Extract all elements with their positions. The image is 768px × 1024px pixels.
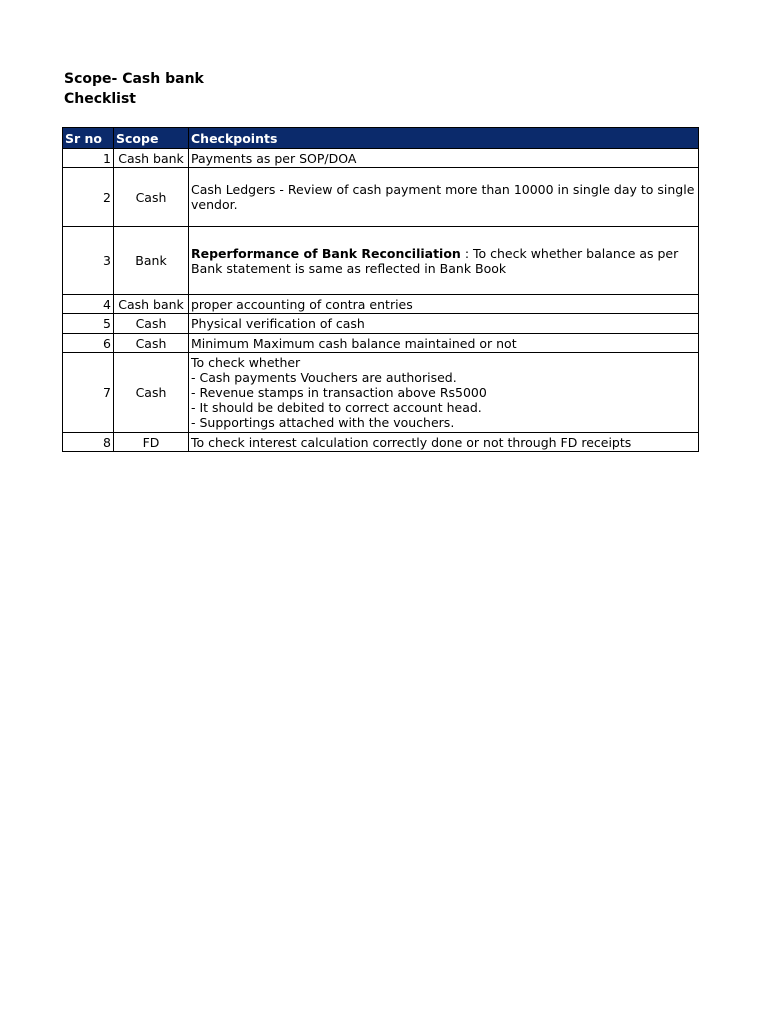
cell-checkpoint <box>189 168 699 227</box>
table-row <box>63 149 699 168</box>
cell-checkpoint <box>189 295 699 314</box>
cell-scope: Bank <box>114 227 189 295</box>
cell-sr-no: 5 <box>63 314 114 334</box>
table-row <box>63 295 699 314</box>
checkpoint-text: : To check whether balance as per Bank statement is same as reflected in Bank Book <box>191 245 679 276</box>
checkpoint-line: To check interest calculation correctly done or not through FD receipts <box>191 434 632 450</box>
header-sr-no: Sr no <box>63 128 114 149</box>
cell-scope: Cash <box>114 314 189 334</box>
checkpoint-line: Payments as per SOP/DOA <box>191 150 357 166</box>
cell-checkpoint <box>189 227 699 295</box>
cell-checkpoint <box>189 334 699 353</box>
checkpoint-line: To check whether <box>191 355 301 370</box>
cell-sr-no: 6 <box>63 334 114 353</box>
title-line-1: Scope- Cash bank <box>64 71 204 87</box>
header-scope: Scope <box>114 128 189 149</box>
checklist-table <box>62 127 699 452</box>
cell-sr-no: 3 <box>63 227 114 295</box>
cell-checkpoint <box>189 314 699 334</box>
table-row <box>63 433 699 452</box>
checkpoint-line: - Revenue stamps in transaction above Rs5000 <box>191 385 487 400</box>
checkpoint-line: - Supportings attached with the vouchers. <box>191 415 455 430</box>
table-header-row <box>63 128 699 149</box>
table-row <box>63 334 699 353</box>
cell-sr-no: 8 <box>63 433 114 452</box>
table-body <box>63 149 699 452</box>
cell-scope: Cash bank <box>114 149 189 168</box>
cell-scope: Cash <box>114 353 189 433</box>
cell-scope: Cash <box>114 334 189 353</box>
title-line-2: Checklist <box>64 91 136 107</box>
cell-scope: FD <box>114 433 189 452</box>
cell-checkpoint <box>189 353 699 433</box>
cell-scope: Cash bank <box>114 295 189 314</box>
table-row <box>63 353 699 433</box>
cell-sr-no: 2 <box>63 168 114 227</box>
cell-scope: Cash <box>114 168 189 227</box>
table-row <box>63 227 699 295</box>
checkpoint-line: Cash Ledgers - Review of cash payment more than 10000 in single day to single vendor. <box>191 182 695 212</box>
cell-sr-no: 7 <box>63 353 114 433</box>
checkpoint-line: Physical verification of cash <box>191 316 365 331</box>
checkpoint-line: - Cash payments Vouchers are authorised. <box>191 370 457 385</box>
checkpoint-line: - It should be debited to correct account head. <box>191 400 482 415</box>
cell-checkpoint <box>189 149 699 168</box>
checkpoint-line: Minimum Maximum cash balance maintained or not <box>191 335 517 351</box>
document-title <box>64 69 204 109</box>
cell-sr-no: 4 <box>63 295 114 314</box>
cell-checkpoint <box>189 433 699 452</box>
table-row <box>63 314 699 334</box>
checkpoint-bold-text: Reperformance of Bank Reconciliation <box>191 245 461 261</box>
table-row <box>63 168 699 227</box>
checkpoint-line: proper accounting of contra entries <box>191 296 413 312</box>
header-checkpoints: Checkpoints <box>189 128 699 149</box>
checkpoint-line <box>191 246 696 276</box>
cell-sr-no: 1 <box>63 149 114 168</box>
